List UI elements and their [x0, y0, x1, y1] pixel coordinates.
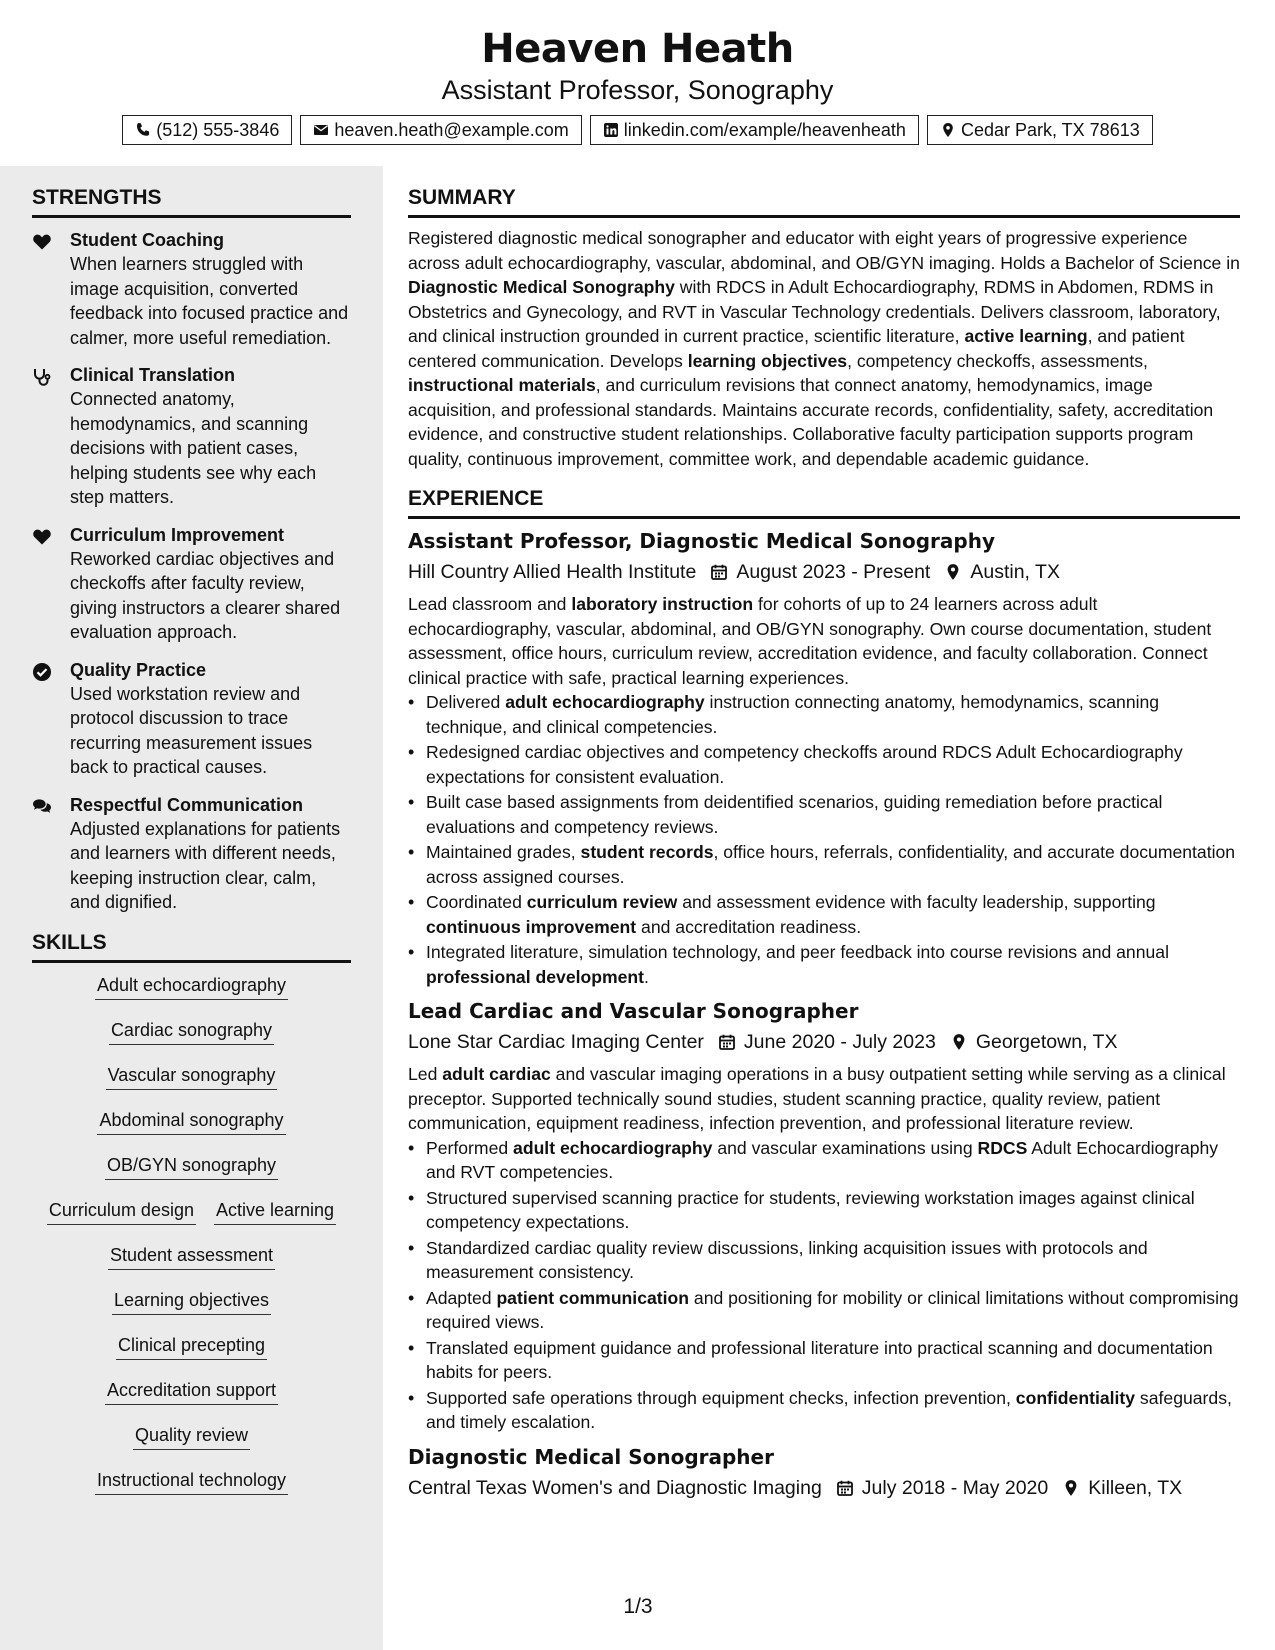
skill-tag: Student assessment: [108, 1243, 275, 1270]
bullet-item: • Supported safe operations through equipment checks, infection prevention, confidentiality safeguards, and timely escalation.: [426, 1386, 1240, 1435]
job-employer: Hill Country Allied Health Institute: [408, 561, 697, 583]
check-circle-icon: [32, 662, 52, 682]
job-dates: July 2018 - May 2020: [861, 1476, 1049, 1499]
bullet-item: • Translated equipment guidance and professional literature into practical scanning and documentation habits for peers.: [426, 1336, 1240, 1385]
strength-desc: Used workstation review and protocol discussion to trace recurring measurement issues back to practical causes.: [70, 683, 313, 777]
map-pin-icon: [944, 563, 962, 581]
contact-linkedin[interactable]: [590, 115, 919, 145]
bullet-item: • Coordinated curriculum review and assessment evidence with faculty leadership, supporting continuous improvement and accreditation readiness.: [426, 890, 1240, 939]
strength-desc: Reworked cardiac objectives and checkoffs after faculty review, giving instructors a clearer shared evaluation approach.: [70, 548, 341, 642]
skill-tag: Learning objectives: [112, 1288, 271, 1315]
strength-title: Respectful Communication: [70, 794, 304, 815]
map-pin-icon: [1062, 1479, 1080, 1497]
strengths-heading: STRENGTHS: [32, 184, 351, 218]
job-location: Georgetown, TX: [975, 1031, 1118, 1053]
strength-item: [32, 523, 351, 645]
bullet-item: • Maintained grades, student records, office hours, referrals, confidentiality, and accurate documentation across assigned courses.: [426, 840, 1240, 889]
main-content: [408, 184, 1240, 1508]
calendar-icon: [710, 563, 728, 581]
skill-tag: Clinical precepting: [116, 1333, 267, 1360]
job-entry: [408, 997, 1240, 1435]
strength-title: Curriculum Improvement: [70, 524, 285, 545]
job-dates: June 2020 - July 2023: [743, 1031, 936, 1053]
skill-tag: Abdominal sonography: [97, 1108, 285, 1135]
bullet-item: • Standardized cardiac quality review discussions, linking acquisition issues with protocols and measurement consistency.: [426, 1236, 1240, 1285]
experience-heading: EXPERIENCE: [408, 485, 1240, 519]
heart-icon: [32, 527, 52, 547]
bullet-item: • Structured supervised scanning practice for students, reviewing workstation images against clinical competency expectations.: [426, 1186, 1240, 1235]
strength-desc: When learners struggled with image acquisition, converted feedback into focused practice and calmer, more useful remediation.: [70, 254, 349, 348]
bullet-item: • Delivered adult echocardiography instruction connecting anatomy, hemodynamics, scanning technique, and clinical competencies.: [426, 690, 1240, 739]
job-meta: [408, 558, 1240, 586]
phone-icon: [135, 122, 151, 138]
strength-item: [32, 658, 351, 780]
bullet-item: • Redesigned cardiac objectives and competency checkoffs around RDCS Adult Echocardiography expectations for consistent evaluation.: [426, 740, 1240, 789]
strength-title: Student Coaching: [70, 230, 224, 250]
experience-list: [408, 527, 1240, 1502]
page-number: 1/3: [623, 1595, 653, 1618]
candidate-name: Heaven Heath: [481, 26, 794, 72]
job-bullets: [408, 1136, 1240, 1435]
skill-tag: Cardiac sonography: [109, 1018, 274, 1045]
job-bullets: [408, 690, 1240, 989]
strength-desc: Adjusted explanations for patients and learners with different needs, keeping instruction clear, calm, and dignified.: [70, 818, 341, 912]
strength-title: Clinical Translation: [70, 365, 236, 385]
strength-desc: Connected anatomy, hemodynamics, and scanning decisions with patient cases, helping students see why each step matters.: [70, 389, 317, 507]
contact-location: [927, 115, 1153, 145]
job-location: Austin, TX: [970, 561, 1060, 583]
job-entry: [408, 1443, 1240, 1502]
skill-tag: Curriculum design: [47, 1198, 196, 1225]
envelope-icon: [313, 122, 329, 138]
skill-tag: Accreditation support: [105, 1378, 278, 1405]
summary-text: Registered diagnostic medical sonographer and educator with eight years of progressive experience across adult echocardiography, vascular, abdominal, and OB/GYN imaging. Holds a Bachelor of Science in Diagnostic Medical Sonography with RDCS in Adult Echocardiography, RDMS in Abdomen, RDMS in Obstetrics and Gynecology, and RVT in Vascular Technology credentials. Delivers classroom, laboratory, and clinical instruction grounded in current practice, scientific literature, active learning, and patient centered communication. Develops learning objectives, competency checkoffs, assessments, instructional materials, and curriculum revisions that connect anatomy, hemodynamics, image acquisition, and professional standards. Maintains accurate records, confidentiality, safety, accreditation evidence, and constructive student relationships. Collaborative faculty participation supports program quality, continuous improvement, committee work, and dependable academic guidance.: [408, 228, 1240, 469]
job-dates: August 2023 - Present: [736, 561, 931, 583]
map-pin-icon: [950, 1033, 968, 1051]
job-employer: Lone Star Cardiac Imaging Center: [408, 1031, 704, 1053]
skill-tag: OB/GYN sonography: [105, 1153, 278, 1180]
contact-email[interactable]: [300, 115, 581, 145]
left-sidebar: [0, 166, 383, 1650]
calendar-icon: [836, 1479, 854, 1497]
job-meta: [408, 1474, 1240, 1502]
job-location: Killeen, TX: [1088, 1476, 1183, 1499]
candidate-title: Assistant Professor, Sonography: [441, 75, 834, 105]
job-description: Lead classroom and laboratory instruction for cohorts of up to 24 learners across adult echocardiography, vascular, abdominal, and OB/GYN sonography. Own course documentation, student assessment, office hours, curriculum review, accreditation evidence, and faculty collaboration. Connect clinical practice with safe, practical learning experiences.: [408, 594, 1212, 688]
contact-email-text: heaven.heath@example.com: [334, 120, 569, 140]
skill-tag: Quality review: [133, 1423, 250, 1450]
job-title: Assistant Professor, Diagnostic Medical Sonography: [408, 529, 996, 553]
bullet-item: • Integrated literature, simulation technology, and peer feedback into course revisions and annual professional development.: [426, 940, 1240, 989]
stethoscope-icon: [32, 367, 52, 387]
contact-bar: [0, 115, 1275, 145]
heart-icon: [32, 232, 52, 252]
summary-heading: SUMMARY: [408, 184, 1240, 218]
job-entry: [408, 527, 1240, 989]
bullet-item: • Performed adult echocardiography and vascular examinations using RDCS Adult Echocardiography and RVT competencies.: [426, 1136, 1240, 1185]
contact-linkedin-text: linkedin.com/example/heavenheath: [623, 120, 906, 140]
skill-tag: Active learning: [214, 1198, 336, 1225]
strength-title: Quality Practice: [70, 659, 207, 680]
map-pin-icon: [940, 122, 956, 138]
bullet-item: • Adapted patient communication and positioning for mobility or clinical limitations without compromising required views.: [426, 1286, 1240, 1335]
contact-location-text: Cedar Park, TX 78613: [960, 120, 1140, 140]
bullet-item: • Built case based assignments from deidentified scenarios, guiding remediation before practical evaluations and competency reviews.: [426, 790, 1240, 839]
linkedin-icon: [603, 122, 619, 138]
calendar-icon: [718, 1033, 736, 1051]
strength-item: [32, 793, 351, 915]
job-title: Lead Cardiac and Vascular Sonographer: [408, 999, 859, 1023]
job-description: Led adult cardiac and vascular imaging operations in a busy outpatient setting while serving as a clinical preceptor. Supported technically sound studies, student scanning practice, quality review, patient communication, equipment readiness, infection prevention, and professional literature review.: [408, 1064, 1226, 1133]
skill-tag: Adult echocardiography: [95, 973, 288, 1000]
skill-tag: Vascular sonography: [106, 1063, 278, 1090]
comments-icon: [32, 797, 52, 817]
strength-item: [32, 363, 351, 510]
job-title: Diagnostic Medical Sonographer: [408, 1444, 774, 1469]
strength-item: [32, 228, 351, 350]
skill-tag: Instructional technology: [95, 1468, 288, 1495]
job-meta: [408, 1028, 1240, 1056]
resume-header: [0, 0, 1275, 145]
contact-phone: [122, 115, 292, 145]
contact-phone-text: (512) 555-3846: [156, 120, 280, 140]
skills-heading: SKILLS: [32, 929, 351, 963]
job-employer: Central Texas Women's and Diagnostic Imaging: [408, 1476, 822, 1499]
skills-list: [32, 973, 351, 1513]
